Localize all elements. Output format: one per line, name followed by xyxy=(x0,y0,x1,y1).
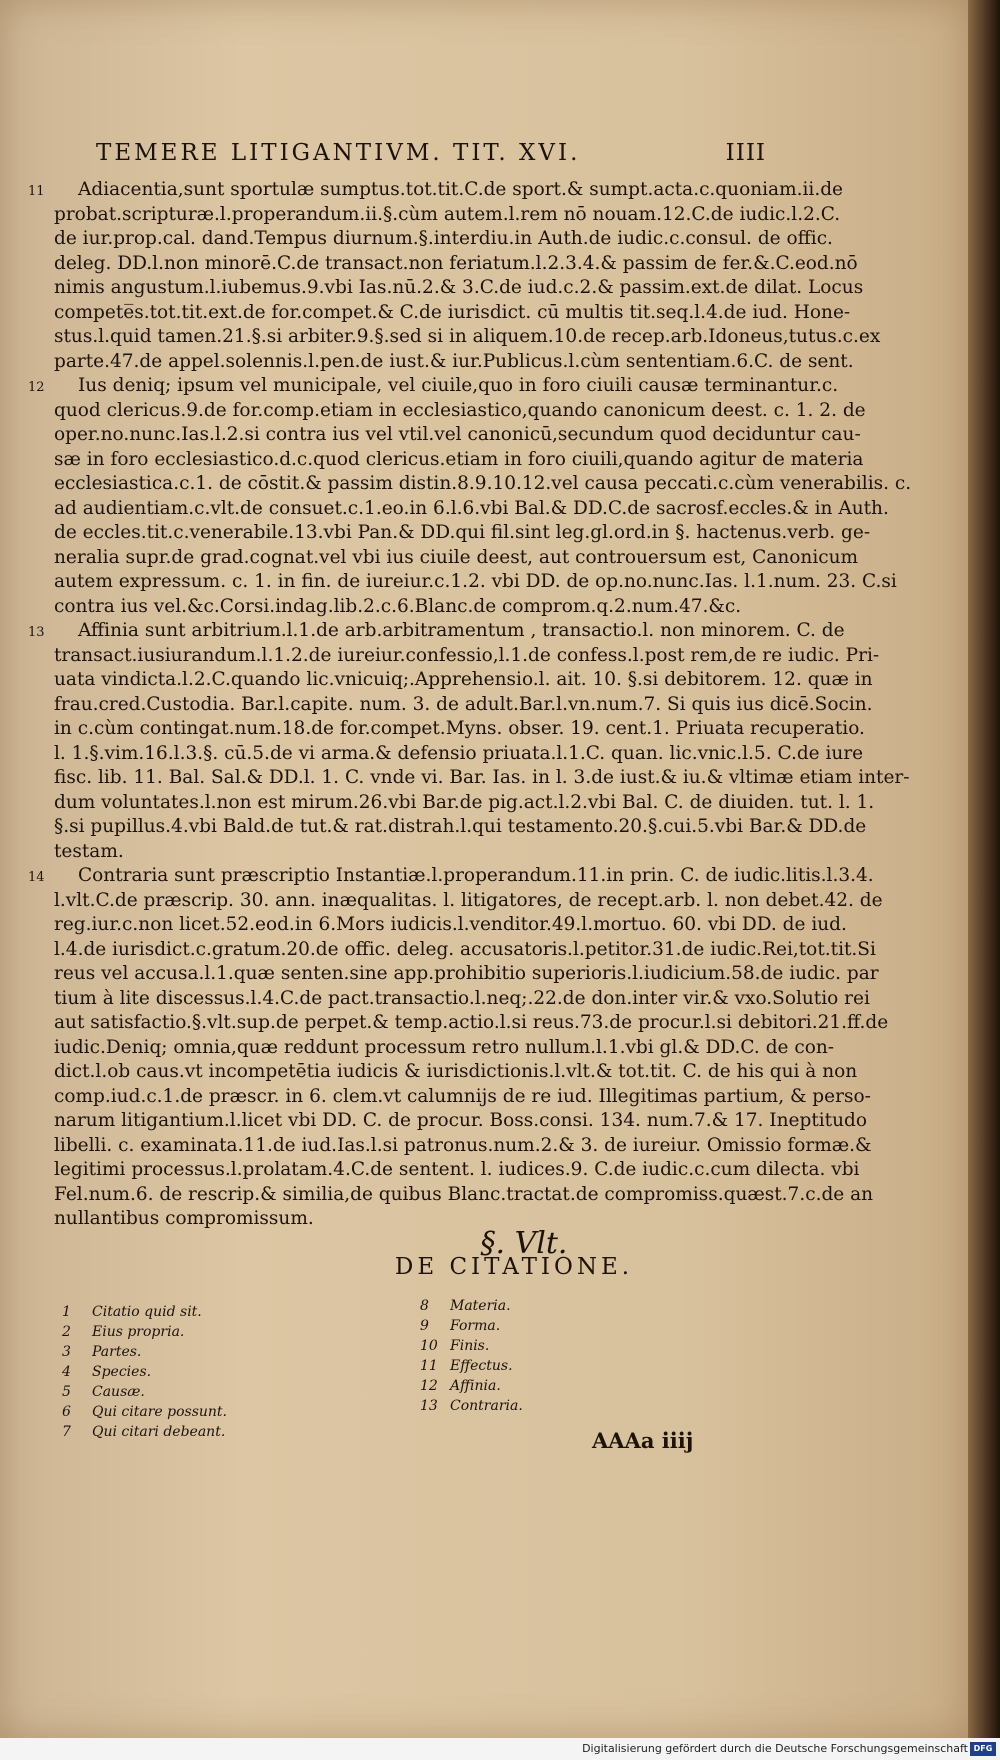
text-line: sæ in foro ecclesiastico.d.c.quod clericus.etiam in foro ciuili,quando agitur de materia xyxy=(54,448,864,470)
text-line: stus.l.quid tamen.21.§.si arbiter.9.§.sed si in aliquem.10.de recep.arb.Idoneus,tutus.c.ex xyxy=(54,326,881,347)
summary-list-left xyxy=(62,1302,227,1442)
summary-text: Finis. xyxy=(450,1338,490,1354)
body-text xyxy=(28,178,912,1232)
summary-item xyxy=(420,1376,523,1396)
summary-number: 8 xyxy=(420,1298,429,1314)
summary-text: Forma. xyxy=(450,1318,501,1334)
summary-text: Effectus. xyxy=(450,1358,513,1374)
summary-item xyxy=(420,1336,523,1356)
summary-text: Qui citare possunt. xyxy=(92,1404,228,1420)
text-line: l. 1.§.vim.16.l.3.§. cū.5.de vi arma.& defensio priuata.l.1.C. quan. lic.vnic.l.5. C.de iure xyxy=(54,742,864,764)
digitization-footer xyxy=(0,1738,1000,1760)
text-line: neralia supr.de grad.cognat.vel vbi ius ciuile deest, aut controuersum est, Canonicum xyxy=(54,546,859,568)
footer-text: Digitalisierung gefördert durch die Deutsche Forschungsgemeinschaft xyxy=(582,1742,968,1755)
paragraph-number: 11 xyxy=(28,184,45,199)
summary-text: Eius propria. xyxy=(92,1324,185,1340)
text-line: ecclesiastica.c.1. de cōstit.& passim distin.8.9.10.12.vel causa peccati.c.cùm venerabilis. c. xyxy=(54,473,912,494)
summary-number: 6 xyxy=(62,1404,71,1420)
running-header xyxy=(96,140,766,166)
text-line: Affinia sunt arbitrium.l.1.de arb.arbitramentum , transactio.l. non minorem. C. de xyxy=(78,620,845,641)
summary-number: 11 xyxy=(420,1358,438,1374)
text-line: iudic.Deniq; omnia,quæ reddunt processum retro nullum.l.1.vbi gl.& DD.C. de con- xyxy=(54,1036,835,1058)
signature-mark: AAAa iiij xyxy=(592,1428,694,1453)
summary-item xyxy=(62,1382,227,1402)
text-line: l.vlt.C.de præscrip. 30. ann. inæqualitas. l. litigatores, de recept.arb. l. non debet.42. de xyxy=(54,889,883,911)
paragraph xyxy=(28,864,889,1232)
text-line: Ius deniq; ipsum vel municipale, vel ciuile,quo in foro ciuili causæ terminantur.c. xyxy=(78,375,839,396)
summary-number: 12 xyxy=(420,1378,438,1394)
summary-number: 1 xyxy=(62,1304,71,1320)
text-line: quod clericus.9.de for.comp.etiam in ecclesiastico,quando canonicum deest. c. 1. 2. de xyxy=(54,399,866,421)
summary-text: Citatio quid sit. xyxy=(92,1304,202,1320)
text-line: nullantibus compromissum. xyxy=(54,1208,314,1229)
text-line: narum litigantium.l.licet vbi DD. C. de procur. Boss.consi. 134. num.7.& 17. Ineptitudo xyxy=(54,1110,868,1131)
paragraph-number: 14 xyxy=(28,870,45,885)
book-spine xyxy=(968,0,1000,1738)
section-mark: §. Vlt. xyxy=(480,1226,568,1261)
text-line: reg.iur.c.non licet.52.eod.in 6.Mors iudicis.l.venditor.49.l.mortuo. 60. vbi DD. de iud. xyxy=(54,914,847,935)
text-line: oper.no.nunc.Ias.l.2.si contra ius vel vtil.vel canonicū,secundum quod deciduntur cau- xyxy=(54,424,861,445)
text-line: dum voluntates.l.non est mirum.26.vbi Bar.de pig.act.l.2.vbi Bal. C. de diuiden. tut. l. 1. xyxy=(54,791,875,813)
summary-number: 7 xyxy=(62,1424,71,1440)
text-line: Fel.num.6. de rescrip.& similia,de quibus Blanc.tractat.de compromiss.quæst.7.c.de an xyxy=(54,1183,874,1205)
summary-item xyxy=(62,1402,227,1422)
text-line: parte.47.de appel.solennis.l.pen.de iust.& iur.Publicus.l.cùm sententiam.6.C. de sent. xyxy=(54,350,854,372)
summary-number: 5 xyxy=(62,1384,71,1400)
summary-number: 2 xyxy=(62,1324,71,1340)
summary-item xyxy=(420,1316,523,1336)
summary-item xyxy=(420,1356,523,1376)
summary-text: Qui citari debeant. xyxy=(92,1424,226,1440)
summary-item xyxy=(62,1302,227,1322)
text-line: Contraria sunt præscriptio Instantiæ.l.properandum.11.in prin. C. de iudic.litis.l.3.4. xyxy=(78,865,874,886)
summary-text: Contraria. xyxy=(450,1398,523,1414)
text-line: transact.iusiurandum.l.1.2.de iureiur.confessio,l.1.de confess.l.post rem,de re iudic. Pri- xyxy=(54,644,880,666)
text-line: nimis angustum.l.iubemus.9.vbi Ias.nū.2.& 3.C.de iud.c.2.& passim.ext.de dilat. Locus xyxy=(54,277,864,298)
summary-number: 13 xyxy=(420,1398,438,1414)
text-line: fisc. lib. 11. Bal. Sal.& DD.l. 1. C. vnde vi. Bar. Ias. in l. 3.de iust.& iu.& vltimæ etiam inter- xyxy=(54,767,910,788)
summary-item xyxy=(62,1322,227,1342)
folio-number: IIII xyxy=(725,140,766,166)
summary-text: Partes. xyxy=(92,1344,142,1360)
dfg-logo-icon: DFG xyxy=(970,1742,996,1756)
summary-item xyxy=(62,1422,227,1442)
text-line: uata vindicta.l.2.C.quando lic.vnicuiq;.Apprehensio.l. ait. 10. §.si debitorem. 12. quæ in xyxy=(54,669,873,690)
summary-text: Causæ. xyxy=(92,1384,145,1400)
text-line: libelli. c. examinata.11.de iud.Ias.l.si patronus.num.2.& 3. de iureiur. Omissio formæ.& xyxy=(54,1134,872,1156)
summary-item xyxy=(420,1396,523,1416)
text-line: §.si pupillus.4.vbi Bald.de tut.& rat.distrah.l.qui testamento.20.§.cui.5.vbi Bar.& DD.de xyxy=(54,816,867,837)
text-line: contra ius vel.&c.Corsi.indag.lib.2.c.6.Blanc.de comprom.q.2.num.47.&c. xyxy=(54,595,742,617)
summary-text: Species. xyxy=(92,1364,152,1380)
text-line: ad audientiam.c.vlt.de consuet.c.1.eo.in 6.l.6.vbi Bal.& DD.C.de sacrosf.eccles.& in Auth. xyxy=(54,497,889,519)
text-line: compete̅s.tot.tit.ext.de for.compet.& C.de iurisdict. cū multis tit.seq.l.4.de iud. Hone- xyxy=(54,301,851,323)
summary-text: Affinia. xyxy=(450,1378,501,1394)
text-line: l.4.de iurisdict.c.gratum.20.de offic. deleg. accusatoris.l.petitor.31.de iudic.Rei,tot.tit.Si xyxy=(54,938,876,960)
summary-item xyxy=(62,1342,227,1362)
text-line: Adiacentia,sunt sportulæ sumptus.tot.tit.C.de sport.& sumpt.acta.c.quoniam.ii.de xyxy=(78,179,843,200)
text-line: frau.cred.Custodia. Bar.l.capite. num. 3. de adult.Bar.l.vn.num.7. Si quis ius dicē.Socin. xyxy=(54,693,873,715)
text-line: deleg. DD.l.non minorē.C.de transact.non feriatum.l.2.3.4.& passim de fer.&.C.eod.nō xyxy=(54,252,858,274)
summary-text: Materia. xyxy=(450,1298,511,1314)
text-line: legitimi processus.l.prolatam.4.C.de sentent. l. iudices.9. C.de iudic.c.cum dilecta. vbi xyxy=(54,1159,860,1180)
section-title: DE CITATIONE. xyxy=(394,1254,634,1280)
text-line: tium à lite discessus.l.4.C.de pact.transactio.l.neq;.22.de don.inter vir.& vxo.Solutio rei xyxy=(54,987,870,1009)
summary-item xyxy=(62,1362,227,1382)
summary-number: 10 xyxy=(420,1338,438,1354)
text-line: testam. xyxy=(54,840,124,862)
paragraph xyxy=(28,374,912,619)
paragraph xyxy=(28,619,910,864)
text-line: probat.scripturæ.l.properandum.ii.§.cùm autem.l.rem nō nouam.12.C.de iudic.l.2.C. xyxy=(54,203,841,225)
summary-number: 3 xyxy=(62,1344,71,1360)
text-line: in c.cùm contingat.num.18.de for.compet.Myns. obser. 19. cent.1. Priuata recuperatio. xyxy=(54,718,865,739)
paragraph xyxy=(28,178,881,374)
running-title: TEMERE LITIGANTIVM. TIT. XVI. xyxy=(96,140,581,166)
text-line: aut satisfactio.§.vlt.sup.de perpet.& temp.actio.l.si reus.73.de procur.l.si debitori.21.ff.de xyxy=(54,1012,889,1033)
text-line: de eccles.tit.c.venerabile.13.vbi Pan.& DD.qui fil.sint leg.gl.ord.in §. hactenus.verb. ge- xyxy=(54,522,871,543)
text-line: autem expressum. c. 1. in fin. de iureiur.c.1.2. vbi DD. de op.no.nunc.Ias. l.1.num. 23. C.si xyxy=(54,571,897,592)
text-line: de iur.prop.cal. dand.Tempus diurnum.§.interdiu.in Auth.de iudic.c.consul. de offic. xyxy=(54,228,833,249)
paragraph-number: 12 xyxy=(28,380,45,395)
summary-number: 9 xyxy=(420,1318,429,1334)
summary-number: 4 xyxy=(62,1364,71,1380)
text-line: reus vel accusa.l.1.quæ senten.sine app.prohibitio superioris.l.iudicium.58.de iudic. par xyxy=(54,963,879,984)
text-line: comp.iud.c.1.de præscr. in 6. clem.vt calumnijs de re iud. Illegitimas partium, & perso- xyxy=(54,1085,871,1107)
text-line: dict.l.ob caus.vt incompetētia iudicis & iurisdictionis.l.vlt.& tot.tit. C. de his qui à non xyxy=(54,1061,858,1082)
summary-list-right xyxy=(420,1296,523,1416)
paragraph-number: 13 xyxy=(28,625,45,640)
summary-item xyxy=(420,1296,523,1316)
